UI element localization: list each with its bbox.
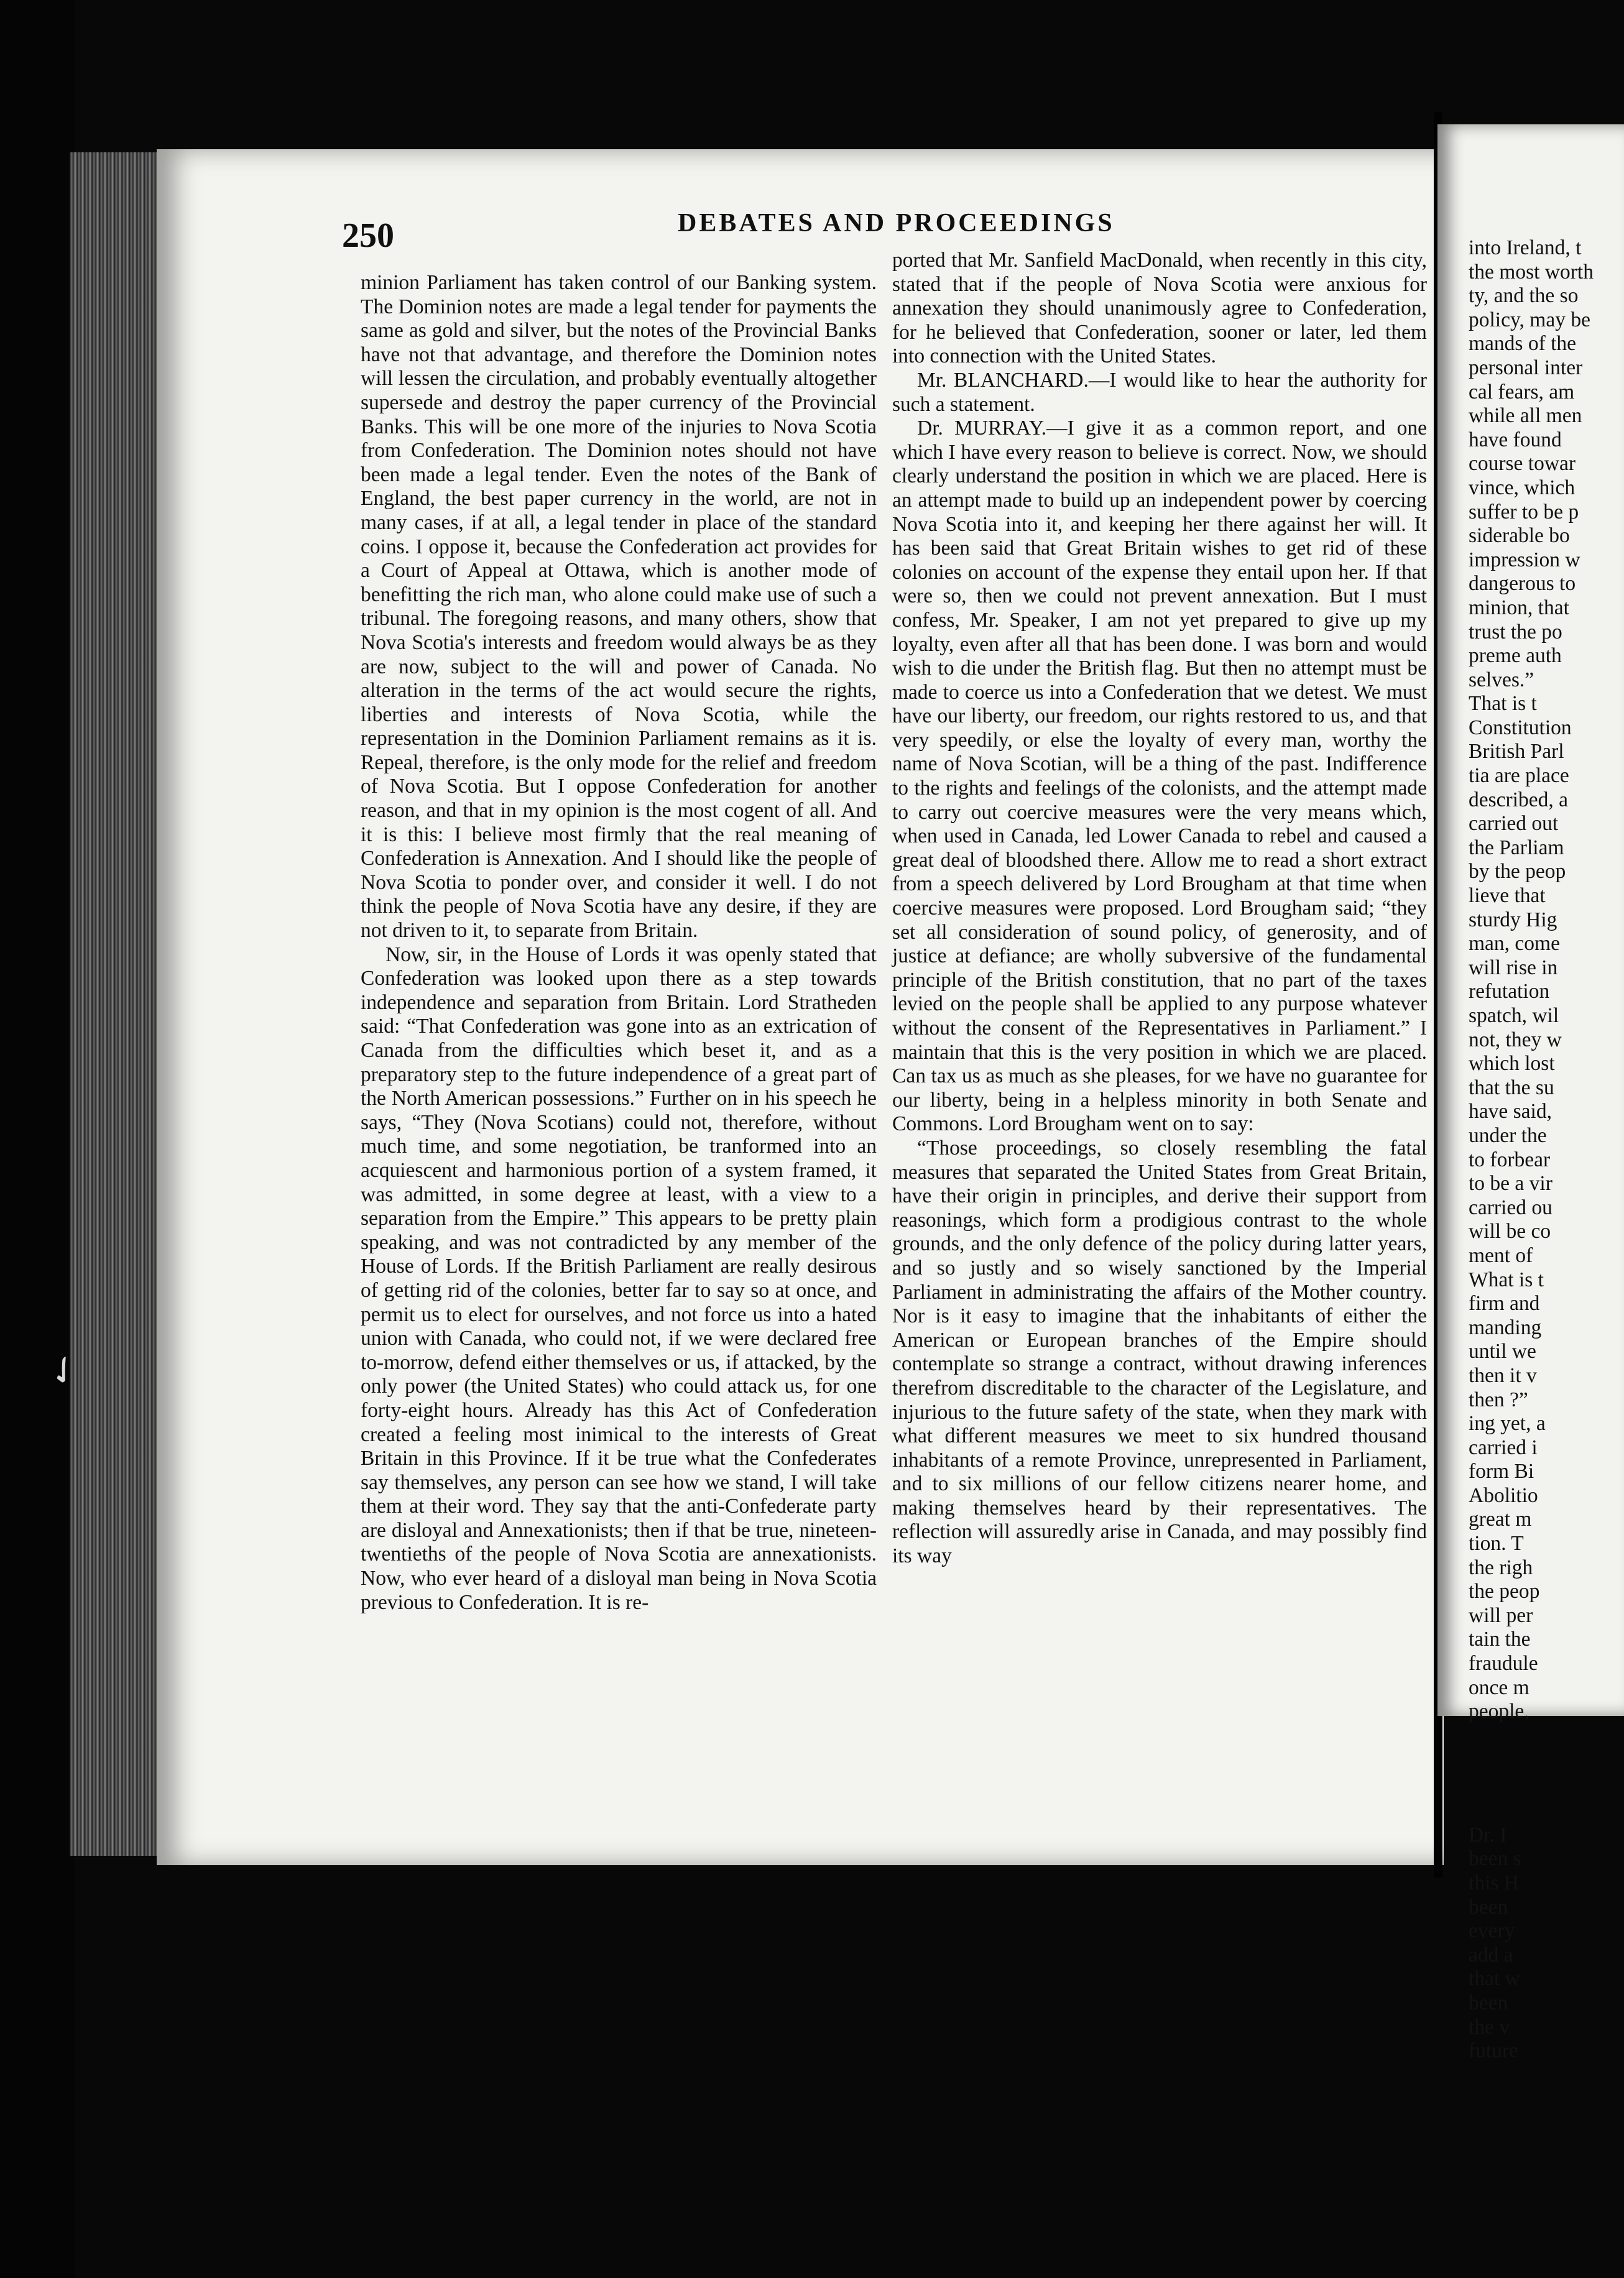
- cropped-text-line: have said,: [1469, 1100, 1552, 1123]
- cropped-text-line: have found: [1469, 428, 1562, 451]
- cropped-text-line: that w: [1469, 1967, 1520, 1991]
- cropped-text-line: that the su: [1469, 1076, 1554, 1099]
- paragraph: Now, sir, in the House of Lords it was openly stated that Confederation was looked upon there as a step towards independence and separation from Britain. Lord Stratheden said: “That Confederation was gone into as an extrication of Canada from the difficulties which beset it, and as a preparatory step to the future independence of a great part of the North American possessions.” Further on in his speech he says, “They (Nova Scotians) could not, therefore, without much time, and some negotiation, be tranformed into an acquiescent and harmonious portion of a system framed, it was admitted, in some degree at least, with a view to a separation from the Empire.” This appears to be pretty plain speaking, and was not contradicted by any member of the House of Lords. If the British Parliament are really desirous of getting rid of the colonies, better far to say so at once, and permit us to elect for ourselves, and not force us into a hated union with Canada, who could not, if we were declared free to-morrow, defend either themselves or us, if attacked, by the only power (the United States) who could attack us, for one forty-eight hours. Already has this Act of Confederation created a feeling most inimical to the interests of Great Britain in this Province. If it be true what the Confederates say themselves, any person can see how we stand, I will take them at their word. They say that the anti-Confederate party are disloyal and Annexationists; then if that be true, nineteen-twentieths of the people of Nova Scotia are annexationists. Now, who ever heard of a disloyal man being in Nova Scotia previous to Confederation. It is re-: [361, 943, 877, 1614]
- cropped-text-line: Dr. I: [1469, 1823, 1507, 1847]
- cropped-text-line: vince, which: [1469, 476, 1576, 499]
- cropped-text-line: under the: [1469, 1123, 1547, 1147]
- quotation-paragraph: “Those proceedings, so closely resembling the fatal measures that separated the United States from Great Britain, have their origin in principles, and derive their support from reasonings, which form a prodigious contrast to the whole grounds, and the only defence of the policy during latter years, and so justly and so wisely sanctioned by the Imperial Parliament in administrating the affairs of the Mother country. Nor is it easy to imagine that the inhabitants of either the American or European branches of the Empire should contemplate so strange a contract, without drawing inferences therefrom discreditable to the character of the Legislature, and injurious to the future safety of the state, when they mark with what different measures we meet to six hundred thousand inhabitants of a remote Province, unrepresented in Parliament, and to six millions of our fellow citizens nearer home, and making themselves heard by their representatives. The reflection will assuredly arise in Canada, and may possibly find its way: [892, 1136, 1427, 1568]
- cropped-text-line: sturdy Hig: [1469, 908, 1557, 931]
- cropped-text-line: future: [1469, 2039, 1518, 2063]
- cropped-text-line: the v: [1469, 2015, 1510, 2039]
- cropped-text-line: lieve that: [1469, 884, 1546, 908]
- cropped-text-line: been: [1469, 1895, 1508, 1919]
- cropped-text-line: form Bi: [1469, 1460, 1534, 1483]
- cropped-text-line: the most worth: [1469, 260, 1594, 284]
- cropped-text-line: carried ou: [1469, 1196, 1552, 1219]
- cropped-text-line: will be co: [1469, 1220, 1551, 1243]
- speaker-paragraph: Dr. MURRAY.—I give it as a common report, and one which I have every reason to believe is correct. Now, we should clearly understand the position in which we are placed. Here is an attempt made to build up an independent power by coercing Nova Scotia into it, and keeping her there against her will. It has been said that Great Britain wishes to get rid of these colonies on account of the expense they entail upon her. If that were so, then we could not prevent annexation. But I must confess, Mr. Speaker, I am not yet prepared to give up my loyalty, even after all that has been done. I was born and would wish to die under the British flag. But then no attempt must be made to coerce us into a Confederation that we detest. We must have our liberty, our freedom, our rights restored to us, and that very speedily, or else the loyalty of every man, worthy the name of Nova Scotian, will be a thing of the past. Indifference to the rights and feelings of the colonists, and the attempt made to carry out coercive measures were the very means which, when used in Canada, led Lower Canada to rebel and caused a great deal of bloodshed there. Allow me to read a short extract from a speech delivered by Lord Brougham at that time when coercive measures were proposed. Lord Brougham said; “they set all consideration of sound policy, of generosity, and of justice at defiance; are wholly subversive of the fundamental principle of the British constitution, that no part of the taxes levied on the people shall be applied to any purpose whatever without the consent of the Representatives in Parliament.” I maintain that this is the very position in which we are placed. Can tax us as much as she pleases, for we have no guarantee for our liberty, being in a helpless minority in both Senate and Commons. Lord Brougham went on to say:: [892, 417, 1427, 1136]
- paragraph: minion Parliament has taken control of our Banking system. The Dominion notes are made a legal tender for payments the same as gold and silver, but the notes of the Provincial Banks have not that advantage, and therefore the Dominion notes will lessen the circulation, and probably eventually altogether supersede and destroy the paper currency of the Provincial Banks. This will be one more of the injuries to Nova Scotia from Confederation. The Dominion notes should not have been made a legal tender. Even the notes of the Bank of England, the best paper currency in the world, are not in many cases, if at all, a legal tender in place of the standard coins. I oppose it, because the Confederation act provides for a Court of Appeal at Ottawa, which is another mode of benefitting the rich man, who alone could make use of such a tribunal. The foregoing reasons, and many others, show that Nova Scotia's interests and freedom would always be as they are now, subject to the will and power of Canada. No alteration in the terms of the act would secure the rights, liberties and interests of Nova Scotia, while the representation in the Dominion Parliament remains as it is. Repeal, therefore, is the only mode for the relief and freedom of Nova Scotia. But I oppose Confederation for another reason, and that in my opinion is the most cogent of all. And it is this: I believe most firmly that the real meaning of Confederation is Annexation. And I should like the people of Nova Scotia to ponder over, and consider it well. I do not think the people of Nova Scotia have any desire, if they are not driven to it, to separate from Britain.: [361, 271, 877, 943]
- text-column-right-cropped: [1469, 236, 1624, 2064]
- cropped-text-line: people,: [1469, 1700, 1529, 1723]
- cropped-text-line: selves.”: [1469, 668, 1534, 691]
- cropped-text-line: then it v: [1469, 1363, 1537, 1387]
- cropped-text-line: while all men: [1469, 404, 1582, 428]
- cropped-text-line: firm and: [1469, 1292, 1540, 1316]
- cropped-text-line: add a: [1469, 1943, 1513, 1967]
- cropped-text-line: then ?”: [1469, 1388, 1528, 1411]
- cropped-text-line: every: [1469, 1919, 1515, 1943]
- cropped-text-line: manding: [1469, 1316, 1542, 1339]
- cropped-text-line: the Parliam: [1469, 836, 1564, 859]
- cropped-text-line: tia are place: [1469, 764, 1569, 788]
- cropped-text-line: tion. T: [1469, 1532, 1524, 1556]
- cropped-text-line: Constitution: [1469, 716, 1572, 739]
- cropped-text-line: will per: [1469, 1603, 1533, 1627]
- cropped-text-line: trust the po: [1469, 620, 1562, 643]
- cropped-text-line: dangerous to: [1469, 572, 1576, 596]
- cropped-text-line: the peop: [1469, 1580, 1540, 1603]
- cropped-text-line: into Ireland, t: [1469, 236, 1582, 259]
- cropped-text-line: course towar: [1469, 452, 1576, 476]
- page-number: 250: [342, 216, 394, 255]
- cropped-text-line: tain the: [1469, 1628, 1531, 1651]
- cropped-text-line: to forbear: [1469, 1148, 1551, 1171]
- cropped-text-line: once m: [1469, 1676, 1529, 1699]
- cropped-text-line: this H: [1469, 1871, 1519, 1894]
- cropped-text-line: by the peop: [1469, 860, 1566, 883]
- speaker-paragraph: Mr. BLANCHARD.—I would like to hear the authority for such a statement.: [892, 368, 1427, 416]
- stray-mark: ✓: [39, 1345, 89, 1397]
- cropped-text-line: carried out: [1469, 812, 1559, 836]
- cropped-text-line: What is t: [1469, 1268, 1544, 1291]
- cropped-text-line: until we: [1469, 1340, 1536, 1363]
- section-gap: [1469, 1724, 1624, 1824]
- paragraph: ported that Mr. Sanfield MacDonald, when recently in this city, stated that if the people of Nova Scotia were anxious for annexation they should unanimously agree to Confederation, for he believed that Confederation, sooner or later, led them into connection with the United States.: [892, 249, 1427, 368]
- cropped-text-line: carried i: [1469, 1436, 1538, 1459]
- cropped-text-line: suffer to be p: [1469, 500, 1579, 523]
- cropped-text-line: been: [1469, 1991, 1508, 2014]
- cropped-text-line: personal inter: [1469, 356, 1583, 379]
- cropped-text-line: fraudule: [1469, 1652, 1538, 1676]
- cropped-text-line: spatch, wil: [1469, 1004, 1559, 1027]
- cropped-text-line: ty, and the so: [1469, 284, 1579, 308]
- cropped-text-line: which lost: [1469, 1052, 1555, 1076]
- cropped-text-line: impression w: [1469, 548, 1580, 571]
- text-column-left: [361, 271, 877, 1615]
- cropped-text-line: British Parl: [1469, 740, 1564, 763]
- cropped-text-line: to be a vir: [1469, 1172, 1552, 1196]
- cropped-text-line: ment of: [1469, 1243, 1533, 1267]
- cropped-text-line: ing yet, a: [1469, 1412, 1546, 1436]
- cropped-text-line: man, come: [1469, 932, 1560, 956]
- cropped-text-line: mands of the: [1469, 332, 1577, 356]
- cropped-text-line: will rise in: [1469, 956, 1558, 979]
- cropped-text-line: described, a: [1469, 788, 1568, 811]
- cropped-text-line: been s: [1469, 1847, 1521, 1871]
- cropped-text-line: minion, that: [1469, 596, 1569, 619]
- running-head: DEBATES AND PROCEEDINGS: [678, 209, 1115, 237]
- cropped-text-line: That is t: [1469, 692, 1537, 716]
- cropped-text-line: the righ: [1469, 1556, 1533, 1579]
- cropped-text-line: not, they w: [1469, 1028, 1562, 1051]
- text-column-middle: [892, 249, 1427, 1569]
- cropped-text-line: policy, may be: [1469, 308, 1590, 331]
- cropped-text-line: Abolitio: [1469, 1483, 1538, 1507]
- cropped-text-line: cal fears, am: [1469, 380, 1575, 403]
- cropped-text-line: preme auth: [1469, 644, 1562, 668]
- cropped-text-line: siderable bo: [1469, 524, 1570, 548]
- cropped-text-line: refutation: [1469, 980, 1550, 1003]
- page-header: [342, 208, 1399, 255]
- cropped-text-line: great m: [1469, 1508, 1532, 1531]
- book-spine: [0, 0, 75, 2278]
